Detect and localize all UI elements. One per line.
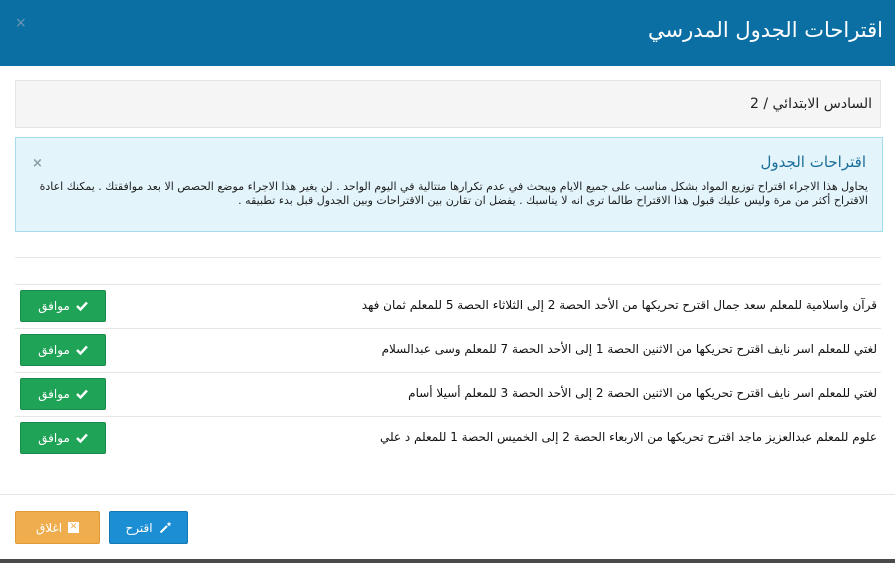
approve-label: موافق [38, 431, 70, 445]
suggest-button-label: اقترح [125, 520, 153, 535]
suggestion-text: قرآن واسلامية للمعلم سعد جمال اقترح تحريكها من الأحد الحصة 2 إلى الثلاثاء الحصة 5 للمعلم ثمان فهد [361, 298, 877, 312]
suggestion-text: علوم للمعلم عبدالعزيز ماجد اقترح تحريكها من الاربعاء الحصة 2 إلى الخميس الحصة 1 للمعلم د علي [379, 430, 877, 444]
approve-button[interactable] [20, 290, 106, 322]
class-group-name: السادس الابتدائي / 2 [749, 96, 872, 112]
close-button[interactable] [15, 511, 100, 544]
approve-button[interactable] [20, 422, 106, 454]
approve-button[interactable] [20, 334, 106, 366]
suggestion-row [15, 328, 881, 372]
info-alert [15, 137, 883, 232]
check-icon [76, 345, 88, 355]
check-icon [76, 301, 88, 311]
suggestion-row [15, 372, 881, 416]
alert-body: يحاول هذا الاجراء اقتراح توزيع المواد بشكل مناسب على جميع الايام ويبحث في عدم تكرارها متتالية في اليوم الواحد . لن يغير هذا الاجراء موضع الحصص الا بعد موافقتك . يمكنك اعادة الاقتراح أكثر من مرة وليس عليك قبول هذا الاقتراح طالما ترى انه لا يناسبك . يفضل ان تقارن بين الاقتراحات وبين الجدول قبل بدء تطبيقه . [39, 180, 868, 207]
alert-heading: اقتراحات الجدول [760, 153, 866, 171]
suggestion-text: لغتي للمعلم اسر نايف اقترح تحريكها من الاثنين الحصة 1 إلى الأحد الحصة 7 للمعلم وسى عبدالسلام [381, 342, 877, 356]
modal-close-icon[interactable]: × [15, 15, 27, 31]
footer-divider [0, 494, 895, 495]
modal-title: اقتراحات الجدول المدرسي [648, 18, 883, 42]
divider [15, 257, 881, 258]
suggest-button[interactable] [109, 511, 188, 544]
check-icon [76, 389, 88, 399]
approve-button[interactable] [20, 378, 106, 410]
suggestion-text: لغتي للمعلم اسر نايف اقترح تحريكها من الاثنين الحصة 2 إلى الأحد الحصة 3 للمعلم أسيلا أسام [408, 386, 877, 400]
magic-wand-icon [159, 521, 172, 534]
class-group-box [15, 80, 881, 128]
close-box-icon: ✕ [69, 522, 78, 532]
approve-label: موافق [38, 299, 70, 313]
approve-label: موافق [38, 343, 70, 357]
close-button-label: اغلاق [35, 520, 63, 535]
alert-close-icon[interactable]: × [32, 156, 43, 171]
suggestion-row [15, 284, 881, 328]
backdrop-strip [0, 559, 895, 563]
approve-label: موافق [38, 387, 70, 401]
suggestion-row [15, 416, 881, 460]
check-icon [76, 433, 88, 443]
modal-header [0, 0, 895, 66]
